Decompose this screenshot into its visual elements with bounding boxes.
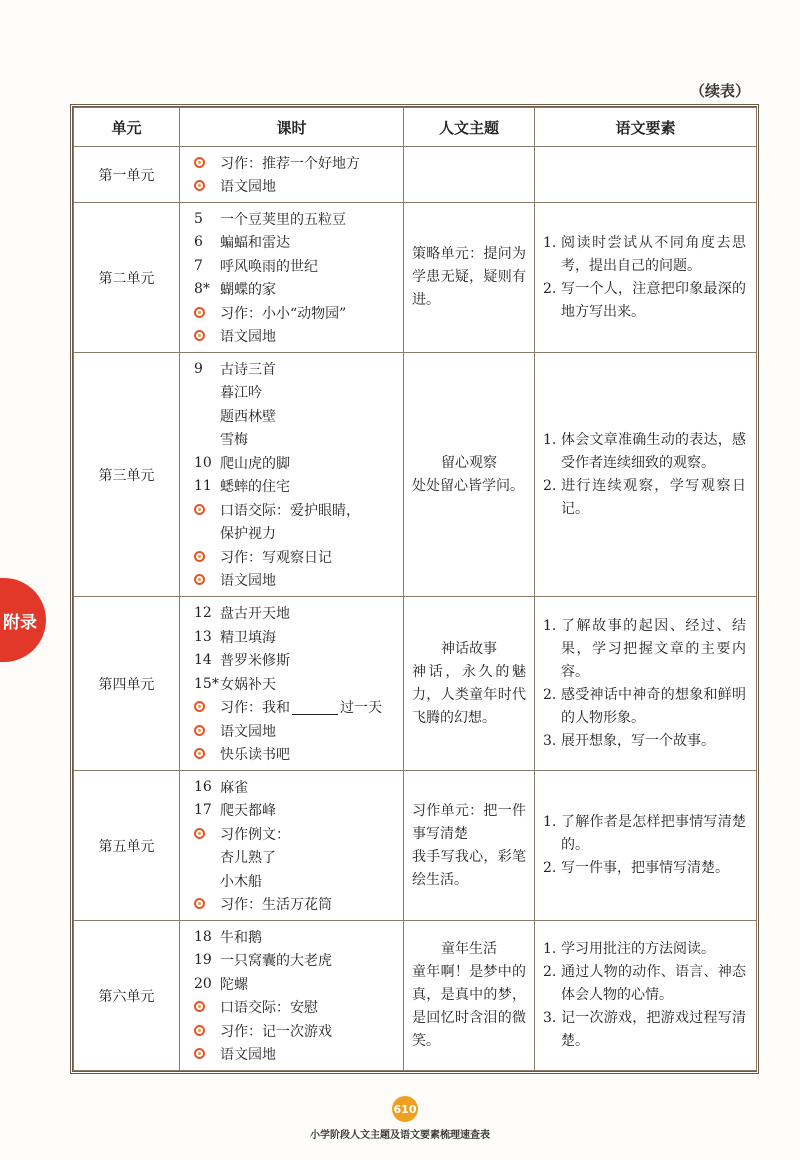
lesson-item [194,381,403,405]
lesson-number: 10 [194,454,212,471]
element-number: 2. [543,860,557,876]
element-text: 了解作者是怎样把事情写清楚的。 [561,814,746,853]
lesson-number: 13 [194,628,212,645]
element-text: 写一个人，注意把印象最深的地方写出来。 [561,280,746,320]
lesson-item [194,846,403,870]
element-text: 了解故事的起因、经过、结果，学习把握文章的主要内容。 [561,617,746,680]
element-item [543,232,746,278]
lesson-title: 习作：记一次游戏 [220,1023,332,1040]
elements-cell [535,597,757,771]
element-number: 1. [543,941,557,957]
lesson-item [194,357,403,381]
lesson-title: 习作例文： [220,826,290,843]
element-number: 1. [543,617,557,634]
table [73,107,757,1071]
theme-title: 神话故事 [441,640,497,657]
lesson-item [194,522,403,546]
theme-text: 神话，永久的魅力，人类童年时代飞腾的幻想。 [412,663,526,726]
lesson-item [194,1019,403,1043]
lesson-number: 9 [194,360,203,377]
lesson-item [194,822,403,846]
bullet-icon [194,155,220,171]
lesson-number: 15* [194,675,219,692]
lesson-title: 口语交际：爱护眼睛， [220,502,360,519]
curriculum-table [70,104,759,1074]
lessons-cell [180,597,404,771]
unit-cell: 第一单元 [74,147,180,203]
element-item [543,857,746,880]
theme-title: 留心观察 [441,454,497,471]
appendix-tab-label: 附录 [3,612,37,633]
lesson-number: 18 [194,928,212,945]
lesson-title: 牛和鹅 [220,929,262,946]
bullet-icon [194,305,220,321]
lesson-item [194,569,403,593]
fill-blank-line [292,700,338,715]
element-number: 3. [543,1010,557,1026]
element-item [543,615,746,684]
element-text: 写一件事，把事情写清楚。 [561,860,729,876]
lesson-title: 一个豆荚里的五粒豆 [220,211,346,228]
lesson-item [194,719,403,743]
theme-title: 童年生活 [441,941,497,957]
lesson-item [194,893,403,917]
lesson-title: 呼风唤雨的世纪 [220,258,318,275]
bullet-icon [194,746,220,762]
lessons-cell [180,203,404,353]
element-item [543,278,746,324]
lesson-title: 蟋蟀的住宅 [220,479,290,496]
lesson-title: 盘古开天地 [220,606,290,622]
lesson-title: 习作：我和 [220,700,290,716]
lesson-title: 陀螺 [220,976,248,993]
lesson-title: 雪梅 [220,432,248,449]
lesson-number: 19 [194,952,212,969]
lesson-title: 暮江吟 [220,385,262,402]
element-item [543,730,746,753]
lessons-cell [180,147,404,203]
table-row [74,353,757,597]
lesson-title: 题西林壁 [220,408,276,425]
element-number: 3. [543,732,557,749]
lesson-title: 爬山虎的脚 [220,455,290,472]
theme-title: 习作单元：把一件事写清楚 [412,802,526,842]
elements-cell [535,203,757,353]
lesson-title: 女娲补天 [220,676,276,693]
bullet-icon [194,549,220,565]
theme-text: 处处留心皆学问。 [412,477,524,494]
unit-cell: 第二单元 [74,203,180,353]
page-number: 610 [392,1096,418,1122]
elements-cell [535,147,757,203]
lesson-title: 快乐读书吧 [220,747,290,763]
lesson-title: 蝙蝠和雷达 [220,235,290,252]
lesson-item [194,972,403,996]
lesson-item [194,925,403,949]
lesson-item [194,231,403,255]
lesson-item [194,545,403,569]
elements-cell [535,771,757,921]
element-text: 记一次游戏，把游戏过程写清楚。 [561,1010,746,1049]
lessons-cell [180,771,404,921]
element-text: 学习用批注的方法阅读。 [561,941,715,957]
lesson-title: 语文园地 [220,723,276,740]
element-item [543,811,746,857]
bullet-icon [194,999,220,1015]
unit-cell: 第五单元 [74,771,180,921]
element-text: 阅读时尝试从不同角度去思考，提出自己的问题。 [561,234,746,274]
theme-cell [404,353,535,597]
lesson-number: 8* [194,281,210,298]
lesson-item [194,949,403,973]
element-number: 1. [543,814,557,830]
table-row [74,771,757,921]
bullet-icon [194,1046,220,1062]
lesson-title: 语文园地 [220,573,276,590]
bullet-icon [194,723,220,739]
bullet-icon [194,502,220,518]
elements-cell [535,353,757,597]
header-elements: 语文要素 [535,108,757,147]
lesson-number: 6 [194,234,203,251]
lesson-title: 麻雀 [220,779,248,796]
lesson-title: 语文园地 [220,329,276,346]
bullet-icon [194,826,220,842]
lesson-title: 习作：推荐一个好地方 [220,155,360,172]
lesson-title: 蝴蝶的家 [220,282,276,299]
lesson-title: 普罗米修斯 [220,653,290,669]
lesson-item [194,325,403,349]
lesson-number: 7 [194,257,203,274]
bullet-icon [194,328,220,344]
unit-cell: 第三单元 [74,353,180,597]
lesson-item [194,648,403,672]
lesson-item [194,1043,403,1067]
lesson-title: 习作：写观察日记 [220,549,332,566]
theme-cell [404,921,535,1071]
element-text: 展开想象，写一个故事。 [561,732,715,749]
lesson-number: 20 [194,975,212,992]
lesson-item [194,254,403,278]
header-row [74,108,757,147]
theme-text: 策略单元：提问为学患无疑，疑则有进。 [412,246,526,308]
element-number: 2. [543,280,557,297]
theme-cell [404,597,535,771]
header-unit: 单元 [74,108,180,147]
lesson-number: 11 [194,478,212,495]
lesson-title: 杏儿熟了 [220,850,276,867]
lesson-title-suffix: 过一天 [340,700,382,716]
element-text: 通过人物的动作、语言、神态体会人物的心情。 [561,964,746,1003]
lesson-item [194,775,403,799]
element-text: 体会文章准确生动的表达，感受作者连续细致的观察。 [561,431,746,471]
lesson-item [194,996,403,1020]
lesson-item [194,278,403,302]
element-number: 2. [543,686,557,703]
element-number: 1. [543,431,557,448]
lesson-title: 保护视力 [220,526,276,543]
element-text: 进行连续观察，学写观察日记。 [561,477,746,517]
bullet-icon [194,1023,220,1039]
bullet-icon [194,572,220,588]
lesson-title: 精卫填海 [220,629,276,646]
lesson-item [194,672,403,696]
lesson-item [194,151,403,175]
continued-label: （续表） [689,82,750,100]
element-text: 感受神话中神奇的想象和鲜明的人物形象。 [561,686,746,726]
element-number: 2. [543,964,557,980]
theme-text: 童年啊！是梦中的真，是真中的梦，是回忆时含泪的微笑。 [412,964,526,1049]
table-row [74,921,757,1071]
theme-text: 我手写我心，彩笔绘生活。 [412,848,526,888]
lesson-item [194,175,403,199]
lesson-item [194,742,403,766]
lesson-item [194,451,403,475]
lesson-title: 小木船 [220,873,262,890]
unit-cell: 第六单元 [74,921,180,1071]
theme-cell [404,147,535,203]
element-item [543,961,746,1007]
elements-cell [535,921,757,1071]
lessons-cell [180,921,404,1071]
lesson-item [194,625,403,649]
lesson-title: 语文园地 [220,179,276,196]
lessons-cell [180,353,404,597]
element-item [543,475,746,521]
lesson-number: 17 [194,802,212,819]
lesson-item [194,869,403,893]
lesson-number: 14 [194,652,212,668]
bullet-icon [194,896,220,912]
lesson-number: 5 [194,210,203,227]
element-number: 2. [543,477,557,494]
lesson-title: 习作：小小“动物园” [220,305,347,322]
table-row [74,597,757,771]
lesson-number: 16 [194,778,212,795]
lesson-item [194,428,403,452]
table-row [74,203,757,353]
lesson-item [194,601,403,625]
theme-cell [404,203,535,353]
lesson-title: 古诗三首 [220,361,276,378]
lesson-item [194,301,403,325]
lesson-item [194,404,403,428]
lesson-item [194,799,403,823]
theme-cell [404,771,535,921]
lesson-item [194,498,403,522]
element-item [543,1007,746,1053]
footer-title: 小学阶段人文主题及语文要素梳理速查表 [310,1130,490,1141]
lesson-item [194,207,403,231]
table-row [74,147,757,203]
lesson-item [194,475,403,499]
lesson-item [194,695,403,719]
element-number: 1. [543,234,557,251]
element-item [543,938,746,961]
unit-cell: 第四单元 [74,597,180,771]
lesson-title: 语文园地 [220,1047,276,1064]
element-item [543,429,746,475]
bullet-icon [194,699,220,715]
element-item [543,684,746,730]
lesson-title: 口语交际：安慰 [220,1000,318,1017]
header-theme: 人文主题 [404,108,535,147]
lesson-title: 一只窝囊的大老虎 [220,953,332,970]
lesson-title: 习作：生活万花筒 [220,897,332,914]
lesson-number: 12 [194,605,212,621]
bullet-icon [194,178,220,194]
header-lessons: 课时 [180,108,404,147]
lesson-title: 爬天都峰 [220,803,276,820]
